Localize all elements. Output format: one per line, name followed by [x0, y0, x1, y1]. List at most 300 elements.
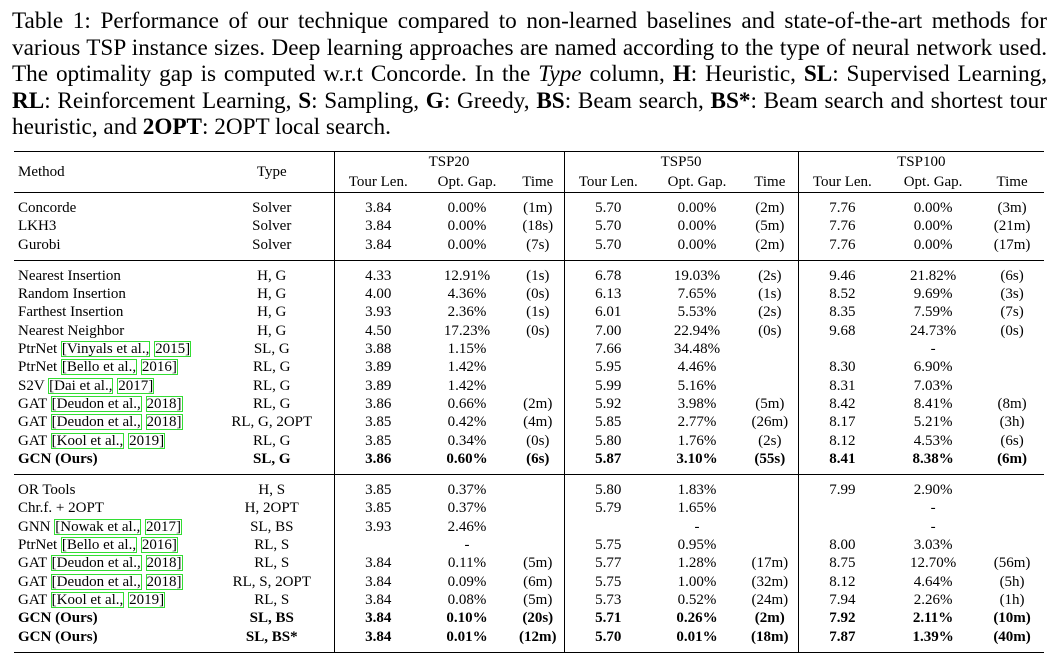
- tour-len-cell: 5.80: [564, 475, 652, 500]
- tour-len-cell: 3.93: [334, 303, 422, 321]
- tour-len-cell: 7.94: [798, 591, 886, 609]
- method-cell: [14, 260, 210, 285]
- tour-len-cell: 5.92: [564, 395, 652, 413]
- table-row: [14, 358, 1044, 376]
- type-cell: SL, BS: [250, 518, 294, 535]
- tour-len-cell: 5.95: [564, 358, 652, 376]
- header-tsp100: TSP100: [798, 152, 1044, 173]
- citation-link[interactable]: [Nowak et al.,: [55, 518, 141, 535]
- method-name: GNN: [18, 518, 55, 535]
- opt-gap-cell: 3.10%: [676, 450, 718, 467]
- def-2opt: : 2OPT local search.: [201, 114, 391, 140]
- citation-year-link[interactable]: 2017]: [145, 518, 181, 535]
- citation-link[interactable]: [Bello et al.,: [61, 537, 137, 554]
- citation-year-link[interactable]: 2017]: [118, 377, 154, 394]
- time-cell: (2m): [754, 610, 785, 627]
- tour-len-cell: [798, 499, 886, 517]
- table-row: [14, 395, 1044, 413]
- opt-gap-cell: -: [930, 500, 936, 517]
- type-cell: RL, G: [253, 377, 291, 394]
- opt-gap-cell: 4.36%: [447, 286, 487, 303]
- citation-year-link[interactable]: 2019]: [129, 432, 165, 449]
- tour-len-cell: 3.86: [334, 450, 422, 475]
- opt-gap-cell: 2.77%: [677, 414, 717, 431]
- time-cell: (2s): [758, 432, 782, 449]
- time-cell: (5m): [523, 555, 553, 572]
- time-cell: [980, 358, 1044, 376]
- type-cell: SL, BS: [249, 610, 294, 627]
- type-cell: H, G: [257, 322, 287, 339]
- def-sl: : Supervised Learning,: [832, 61, 1047, 87]
- type-cell: Solver: [252, 218, 292, 235]
- table-row: [14, 573, 1044, 591]
- tour-len-cell: 6.01: [564, 303, 652, 321]
- time-cell: [980, 340, 1044, 358]
- type-cell: SL, G: [253, 341, 290, 358]
- method-name: Nearest Insertion: [18, 267, 121, 284]
- time-cell: [980, 499, 1044, 517]
- type-cell: RL, S: [254, 537, 290, 554]
- time-cell: (7s): [526, 236, 550, 253]
- opt-gap-cell: -: [930, 341, 936, 358]
- header-opt-gap: Opt. Gap.: [437, 174, 497, 190]
- tour-len-cell: 5.77: [564, 554, 652, 572]
- time-cell: (4m): [523, 414, 553, 431]
- opt-gap-cell: 0.11%: [447, 555, 487, 572]
- method-cell: [14, 475, 210, 500]
- time-cell: [512, 536, 564, 554]
- time-cell: (5m): [755, 395, 785, 412]
- time-cell: (1h): [999, 591, 1025, 608]
- tour-len-cell: [798, 518, 886, 536]
- citation-link[interactable]: [Deudon et al.,: [51, 573, 141, 590]
- header-type: Type: [210, 152, 334, 193]
- method-cell: [14, 395, 210, 413]
- table-row: [14, 475, 1044, 500]
- type-cell: RL, S: [254, 555, 290, 572]
- opt-gap-cell: 1.39%: [912, 628, 954, 645]
- method-name: Gurobi: [18, 236, 61, 253]
- tour-len-cell: 3.85: [334, 432, 422, 450]
- citation-link[interactable]: [Kool et al.,: [51, 591, 124, 608]
- time-cell: (8m): [997, 395, 1027, 412]
- opt-gap-cell: 0.00%: [913, 218, 953, 235]
- abbr-bs: BS: [536, 87, 565, 114]
- time-cell: (17m): [751, 555, 789, 572]
- opt-gap-cell: 0.09%: [447, 573, 487, 590]
- table-row: [14, 536, 1044, 554]
- tour-len-cell: 3.84: [334, 609, 422, 627]
- tour-len-cell: 7.76: [798, 217, 886, 235]
- tour-len-cell: 5.75: [564, 573, 652, 591]
- header-time: Time: [522, 174, 554, 190]
- def-rl: : Reinforcement Learning,: [44, 87, 299, 114]
- method-name: PtrNet: [18, 537, 61, 554]
- tour-len-cell: 3.84: [334, 236, 422, 261]
- time-cell: (1s): [758, 286, 782, 303]
- abbr-rl: RL: [12, 87, 45, 114]
- type-cell: H, G: [257, 286, 287, 303]
- abbr-bs-star: BS*: [710, 87, 751, 114]
- tour-len-cell: 3.85: [334, 475, 422, 500]
- time-cell: [980, 536, 1044, 554]
- time-cell: [512, 340, 564, 358]
- method-name: Chr.f. + 2OPT: [18, 500, 104, 517]
- time-cell: [512, 377, 564, 395]
- opt-gap-cell: 3.98%: [677, 395, 717, 412]
- tour-len-cell: 7.92: [798, 609, 886, 627]
- method-name: GCN (Ours): [18, 450, 98, 467]
- tour-len-cell: 6.13: [564, 285, 652, 303]
- time-cell: (12m): [519, 628, 557, 645]
- tour-len-cell: 7.66: [564, 340, 652, 358]
- method-cell: [14, 340, 210, 358]
- tour-len-cell: 3.88: [334, 340, 422, 358]
- opt-gap-cell: 7.59%: [913, 304, 953, 321]
- abbr-g: G: [425, 87, 444, 114]
- table-row: [14, 217, 1044, 235]
- method-cell: [14, 432, 210, 450]
- table-row: [14, 518, 1044, 536]
- opt-gap-cell: 17.23%: [443, 322, 491, 339]
- tour-len-cell: 8.17: [798, 413, 886, 431]
- type-cell: H, S: [210, 475, 334, 500]
- opt-gap-cell: 24.73%: [909, 322, 957, 339]
- method-name: PtrNet: [18, 341, 61, 358]
- tour-len-cell: 3.84: [334, 554, 422, 572]
- time-cell: (56m): [993, 555, 1031, 572]
- table-row: [14, 499, 1044, 517]
- citation-year-link[interactable]: 2019]: [129, 591, 165, 608]
- method-name: Farthest Insertion: [18, 304, 124, 321]
- type-cell: RL, G: [253, 432, 291, 449]
- time-cell: (18m): [751, 628, 789, 645]
- abbr-2opt: 2OPT: [142, 114, 202, 140]
- opt-gap-cell: 1.15%: [447, 341, 487, 358]
- time-cell: (1s): [512, 260, 564, 285]
- opt-gap-cell: 2.46%: [447, 518, 487, 535]
- citation-year-link[interactable]: 2016]: [141, 537, 177, 554]
- opt-gap-cell: 34.48%: [673, 341, 721, 358]
- header-tsp50: TSP50: [564, 152, 798, 173]
- citation-link[interactable]: [Bello et al.,: [61, 359, 137, 376]
- table-body: [14, 193, 1044, 653]
- method-cell: [14, 518, 210, 536]
- header-method: Method: [14, 152, 210, 193]
- caption-label: Table 1:: [12, 8, 91, 34]
- tour-len-cell: 8.35: [798, 303, 886, 321]
- method-name: GAT: [18, 432, 51, 449]
- def-h: : Heuristic,: [690, 61, 804, 87]
- tour-len-cell: 9.68: [798, 322, 886, 340]
- time-cell: (2m): [523, 395, 553, 412]
- method-name: GCN (Ours): [18, 610, 98, 627]
- method-cell: [14, 285, 210, 303]
- header-tsp20: TSP20: [334, 152, 564, 173]
- time-cell: (0s): [526, 322, 550, 339]
- time-cell: (6s): [980, 260, 1044, 285]
- opt-gap-cell: 0.01%: [676, 628, 718, 645]
- type-cell: SL, BS*: [245, 628, 298, 645]
- opt-gap-cell: -: [464, 537, 470, 554]
- tour-len-cell: 5.70: [564, 217, 652, 235]
- tour-len-cell: 7.76: [798, 236, 886, 261]
- table-row: [14, 193, 1044, 218]
- method-name: Random Insertion: [18, 286, 126, 303]
- method-cell: [14, 554, 210, 572]
- method-cell: [14, 303, 210, 321]
- time-cell: [512, 499, 564, 517]
- opt-gap-cell: 8.38%: [912, 450, 954, 467]
- table-row: [14, 450, 1044, 475]
- opt-gap-cell: 1.76%: [677, 432, 717, 449]
- tour-len-cell: 8.31: [798, 377, 886, 395]
- time-cell: (7s): [1000, 304, 1024, 321]
- tour-len-cell: 7.87: [798, 628, 886, 653]
- tour-len-cell: 5.70: [564, 628, 652, 653]
- def-bs-star: : Beam search and shortest tour heuristic, and: [12, 87, 1047, 140]
- opt-gap-cell: 1.00%: [677, 573, 717, 590]
- opt-gap-cell: 0.52%: [677, 591, 717, 608]
- opt-gap-cell: 9.69%: [913, 286, 953, 303]
- time-cell: (5m): [523, 591, 553, 608]
- table-row: [14, 628, 1044, 653]
- method-name: Concorde: [18, 200, 77, 216]
- header-opt-gap: Opt. Gap.: [667, 174, 727, 190]
- type-cell: Solver: [252, 200, 292, 216]
- type-cell: SL, G: [252, 450, 291, 467]
- time-cell: [980, 518, 1044, 536]
- opt-gap-cell: 6.90%: [913, 359, 953, 376]
- opt-gap-cell: 0.37%: [447, 500, 487, 517]
- citation-year-link[interactable]: 2018]: [146, 395, 182, 412]
- time-cell: [512, 358, 564, 376]
- tour-len-cell: 8.30: [798, 358, 886, 376]
- opt-gap-cell: 0.01%: [446, 628, 488, 645]
- tour-len-cell: 9.46: [798, 260, 886, 285]
- time-cell: (1m): [523, 200, 553, 216]
- method-cell: [14, 322, 210, 340]
- header-tour-len: Tour Len.: [334, 172, 422, 193]
- time-cell: (3h): [999, 414, 1025, 431]
- table-row: [14, 591, 1044, 609]
- method-cell: [14, 193, 210, 218]
- method-name: GAT: [18, 395, 51, 412]
- tour-len-cell: 6.78: [564, 260, 652, 285]
- time-cell: [980, 475, 1044, 500]
- opt-gap-cell: 2.90%: [886, 475, 980, 500]
- opt-gap-cell: 22.94%: [673, 322, 721, 339]
- citation-year-link[interactable]: 2018]: [146, 555, 182, 572]
- citation-year-link[interactable]: 2016]: [141, 359, 177, 376]
- type-cell: H, G: [210, 260, 334, 285]
- opt-gap-cell: 19.03%: [652, 260, 742, 285]
- table-row: [14, 340, 1044, 358]
- tour-len-cell: [798, 340, 886, 358]
- table-row: [14, 432, 1044, 450]
- tour-len-cell: 3.84: [334, 573, 422, 591]
- tour-len-cell: 8.00: [798, 536, 886, 554]
- opt-gap-cell: 3.03%: [913, 537, 953, 554]
- type-cell: RL, G, 2OPT: [231, 414, 313, 431]
- method-name: PtrNet: [18, 359, 61, 376]
- caption-text-2: column,: [581, 61, 673, 87]
- table-caption: [12, 8, 1047, 141]
- opt-gap-cell: 4.53%: [913, 432, 953, 449]
- header-time: Time: [996, 174, 1028, 190]
- tour-len-cell: 8.42: [798, 395, 886, 413]
- method-name: S2V: [18, 377, 49, 394]
- tour-len-cell: 3.93: [334, 518, 422, 536]
- tour-len-cell: 7.99: [798, 475, 886, 500]
- tour-len-cell: 3.89: [334, 377, 422, 395]
- table-row: [14, 285, 1044, 303]
- time-cell: [742, 499, 798, 517]
- opt-gap-cell: 7.65%: [677, 286, 717, 303]
- opt-gap-cell: 5.53%: [677, 304, 717, 321]
- method-name: GAT: [18, 591, 51, 608]
- tour-len-cell: 5.71: [564, 609, 652, 627]
- tour-len-cell: 3.84: [334, 628, 422, 653]
- citation-link[interactable]: [Deudon et al.,: [51, 414, 141, 431]
- time-cell: [742, 536, 798, 554]
- method-cell: [14, 628, 210, 653]
- method-cell: [14, 573, 210, 591]
- time-cell: [742, 358, 798, 376]
- time-cell: (5h): [999, 573, 1025, 590]
- tour-len-cell: 3.89: [334, 358, 422, 376]
- def-s: : Sampling,: [311, 87, 426, 114]
- table-row: [14, 413, 1044, 431]
- tour-len-cell: 5.87: [564, 450, 652, 475]
- opt-gap-cell: 0.34%: [447, 432, 487, 449]
- type-cell: RL, G: [253, 359, 291, 376]
- def-g: : Greedy,: [443, 87, 537, 114]
- opt-gap-cell: 0.00%: [677, 236, 717, 253]
- tour-len-cell: 5.75: [564, 536, 652, 554]
- opt-gap-cell: 0.37%: [422, 475, 512, 500]
- tour-len-cell: 4.33: [334, 260, 422, 285]
- tour-len-cell: 7.76: [798, 193, 886, 218]
- table-row: [14, 322, 1044, 340]
- tour-len-cell: 5.85: [564, 413, 652, 431]
- citation-link[interactable]: [Deudon et al.,: [51, 395, 141, 412]
- time-cell: [742, 377, 798, 395]
- opt-gap-cell: 0.08%: [447, 591, 487, 608]
- method-name: OR Tools: [18, 482, 76, 499]
- tour-len-cell: 5.73: [564, 591, 652, 609]
- opt-gap-cell: 8.41%: [913, 395, 953, 412]
- time-cell: (26m): [751, 414, 789, 431]
- opt-gap-cell: 12.70%: [909, 555, 957, 572]
- caption-type-word: Type: [538, 61, 582, 87]
- opt-gap-cell: 21.82%: [886, 260, 980, 285]
- table-row: [14, 303, 1044, 321]
- tour-len-cell: 3.86: [334, 395, 422, 413]
- method-cell: [14, 358, 210, 376]
- opt-gap-cell: 5.16%: [677, 377, 717, 394]
- time-cell: (3m): [997, 200, 1027, 216]
- tour-len-cell: 5.80: [564, 432, 652, 450]
- abbr-h: H: [672, 61, 691, 87]
- tour-len-cell: 8.52: [798, 285, 886, 303]
- time-cell: (18s): [522, 218, 554, 235]
- method-name: GCN (Ours): [18, 628, 98, 645]
- caption-text-1: Performance of our technique compared to non-learned baselines and state-of-the-art methods for various TSP instance sizes. Deep learning approaches are named according to the type of neural network used. The optimality gap is computed w.r.t Concorde. In the: [12, 8, 1047, 87]
- opt-gap-cell: 7.03%: [913, 377, 953, 394]
- time-cell: [742, 475, 798, 500]
- type-cell: Solver: [252, 236, 292, 253]
- citation-link[interactable]: [Dai et al.,: [49, 377, 113, 394]
- opt-gap-cell: 4.64%: [913, 573, 953, 590]
- citation-year-link[interactable]: 2018]: [146, 414, 182, 431]
- tour-len-cell: [334, 536, 422, 554]
- type-cell: H, 2OPT: [244, 500, 299, 517]
- tour-len-cell: 3.85: [334, 499, 422, 517]
- tour-len-cell: 3.85: [334, 413, 422, 431]
- opt-gap-cell: 0.00%: [677, 218, 717, 235]
- time-cell: (6m): [523, 573, 553, 590]
- opt-gap-cell: 1.83%: [652, 475, 742, 500]
- tour-len-cell: 3.84: [334, 217, 422, 235]
- opt-gap-cell: 5.21%: [913, 414, 953, 431]
- opt-gap-cell: 1.42%: [447, 359, 487, 376]
- tour-len-cell: 8.41: [798, 450, 886, 475]
- time-cell: (24m): [751, 591, 789, 608]
- method-cell: [14, 450, 210, 475]
- citation-link[interactable]: [Deudon et al.,: [51, 555, 141, 572]
- time-cell: (0s): [758, 322, 782, 339]
- opt-gap-cell: 4.46%: [677, 359, 717, 376]
- citation-year-link[interactable]: 2015]: [155, 341, 191, 358]
- citation-year-link[interactable]: 2018]: [146, 573, 182, 590]
- opt-gap-cell: 0.26%: [676, 610, 718, 627]
- type-cell: RL, G: [253, 395, 291, 412]
- method-cell: [14, 591, 210, 609]
- tour-len-cell: 4.50: [334, 322, 422, 340]
- time-cell: [512, 475, 564, 500]
- time-cell: [512, 518, 564, 536]
- opt-gap-cell: 0.00%: [913, 236, 953, 253]
- time-cell: (6s): [1000, 432, 1024, 449]
- results-table: [14, 151, 1044, 653]
- time-cell: [742, 340, 798, 358]
- citation-link[interactable]: [Kool et al.,: [51, 432, 124, 449]
- tour-len-cell: 3.84: [334, 193, 422, 218]
- method-cell: [14, 217, 210, 235]
- tour-len-cell: 4.00: [334, 285, 422, 303]
- time-cell: (1s): [526, 304, 550, 321]
- opt-gap-cell: 2.36%: [447, 304, 487, 321]
- citation-link[interactable]: [Vinyals et al.,: [61, 341, 150, 358]
- table-row: [14, 377, 1044, 395]
- opt-gap-cell: 0.00%: [447, 200, 487, 216]
- opt-gap-cell: 1.42%: [447, 377, 487, 394]
- header-tour-len: Tour Len.: [798, 172, 886, 193]
- method-cell: [14, 499, 210, 517]
- table-row: [14, 260, 1044, 285]
- tour-len-cell: [564, 518, 652, 536]
- header-tour-len: Tour Len.: [564, 172, 652, 193]
- opt-gap-cell: 0.00%: [677, 200, 717, 216]
- opt-gap-cell: 1.65%: [677, 500, 717, 517]
- method-cell: [14, 377, 210, 395]
- time-cell: (2m): [755, 200, 785, 216]
- tour-len-cell: 3.84: [334, 591, 422, 609]
- opt-gap-cell: 0.10%: [446, 610, 488, 627]
- tour-len-cell: 7.00: [564, 322, 652, 340]
- time-cell: (0s): [1000, 322, 1024, 339]
